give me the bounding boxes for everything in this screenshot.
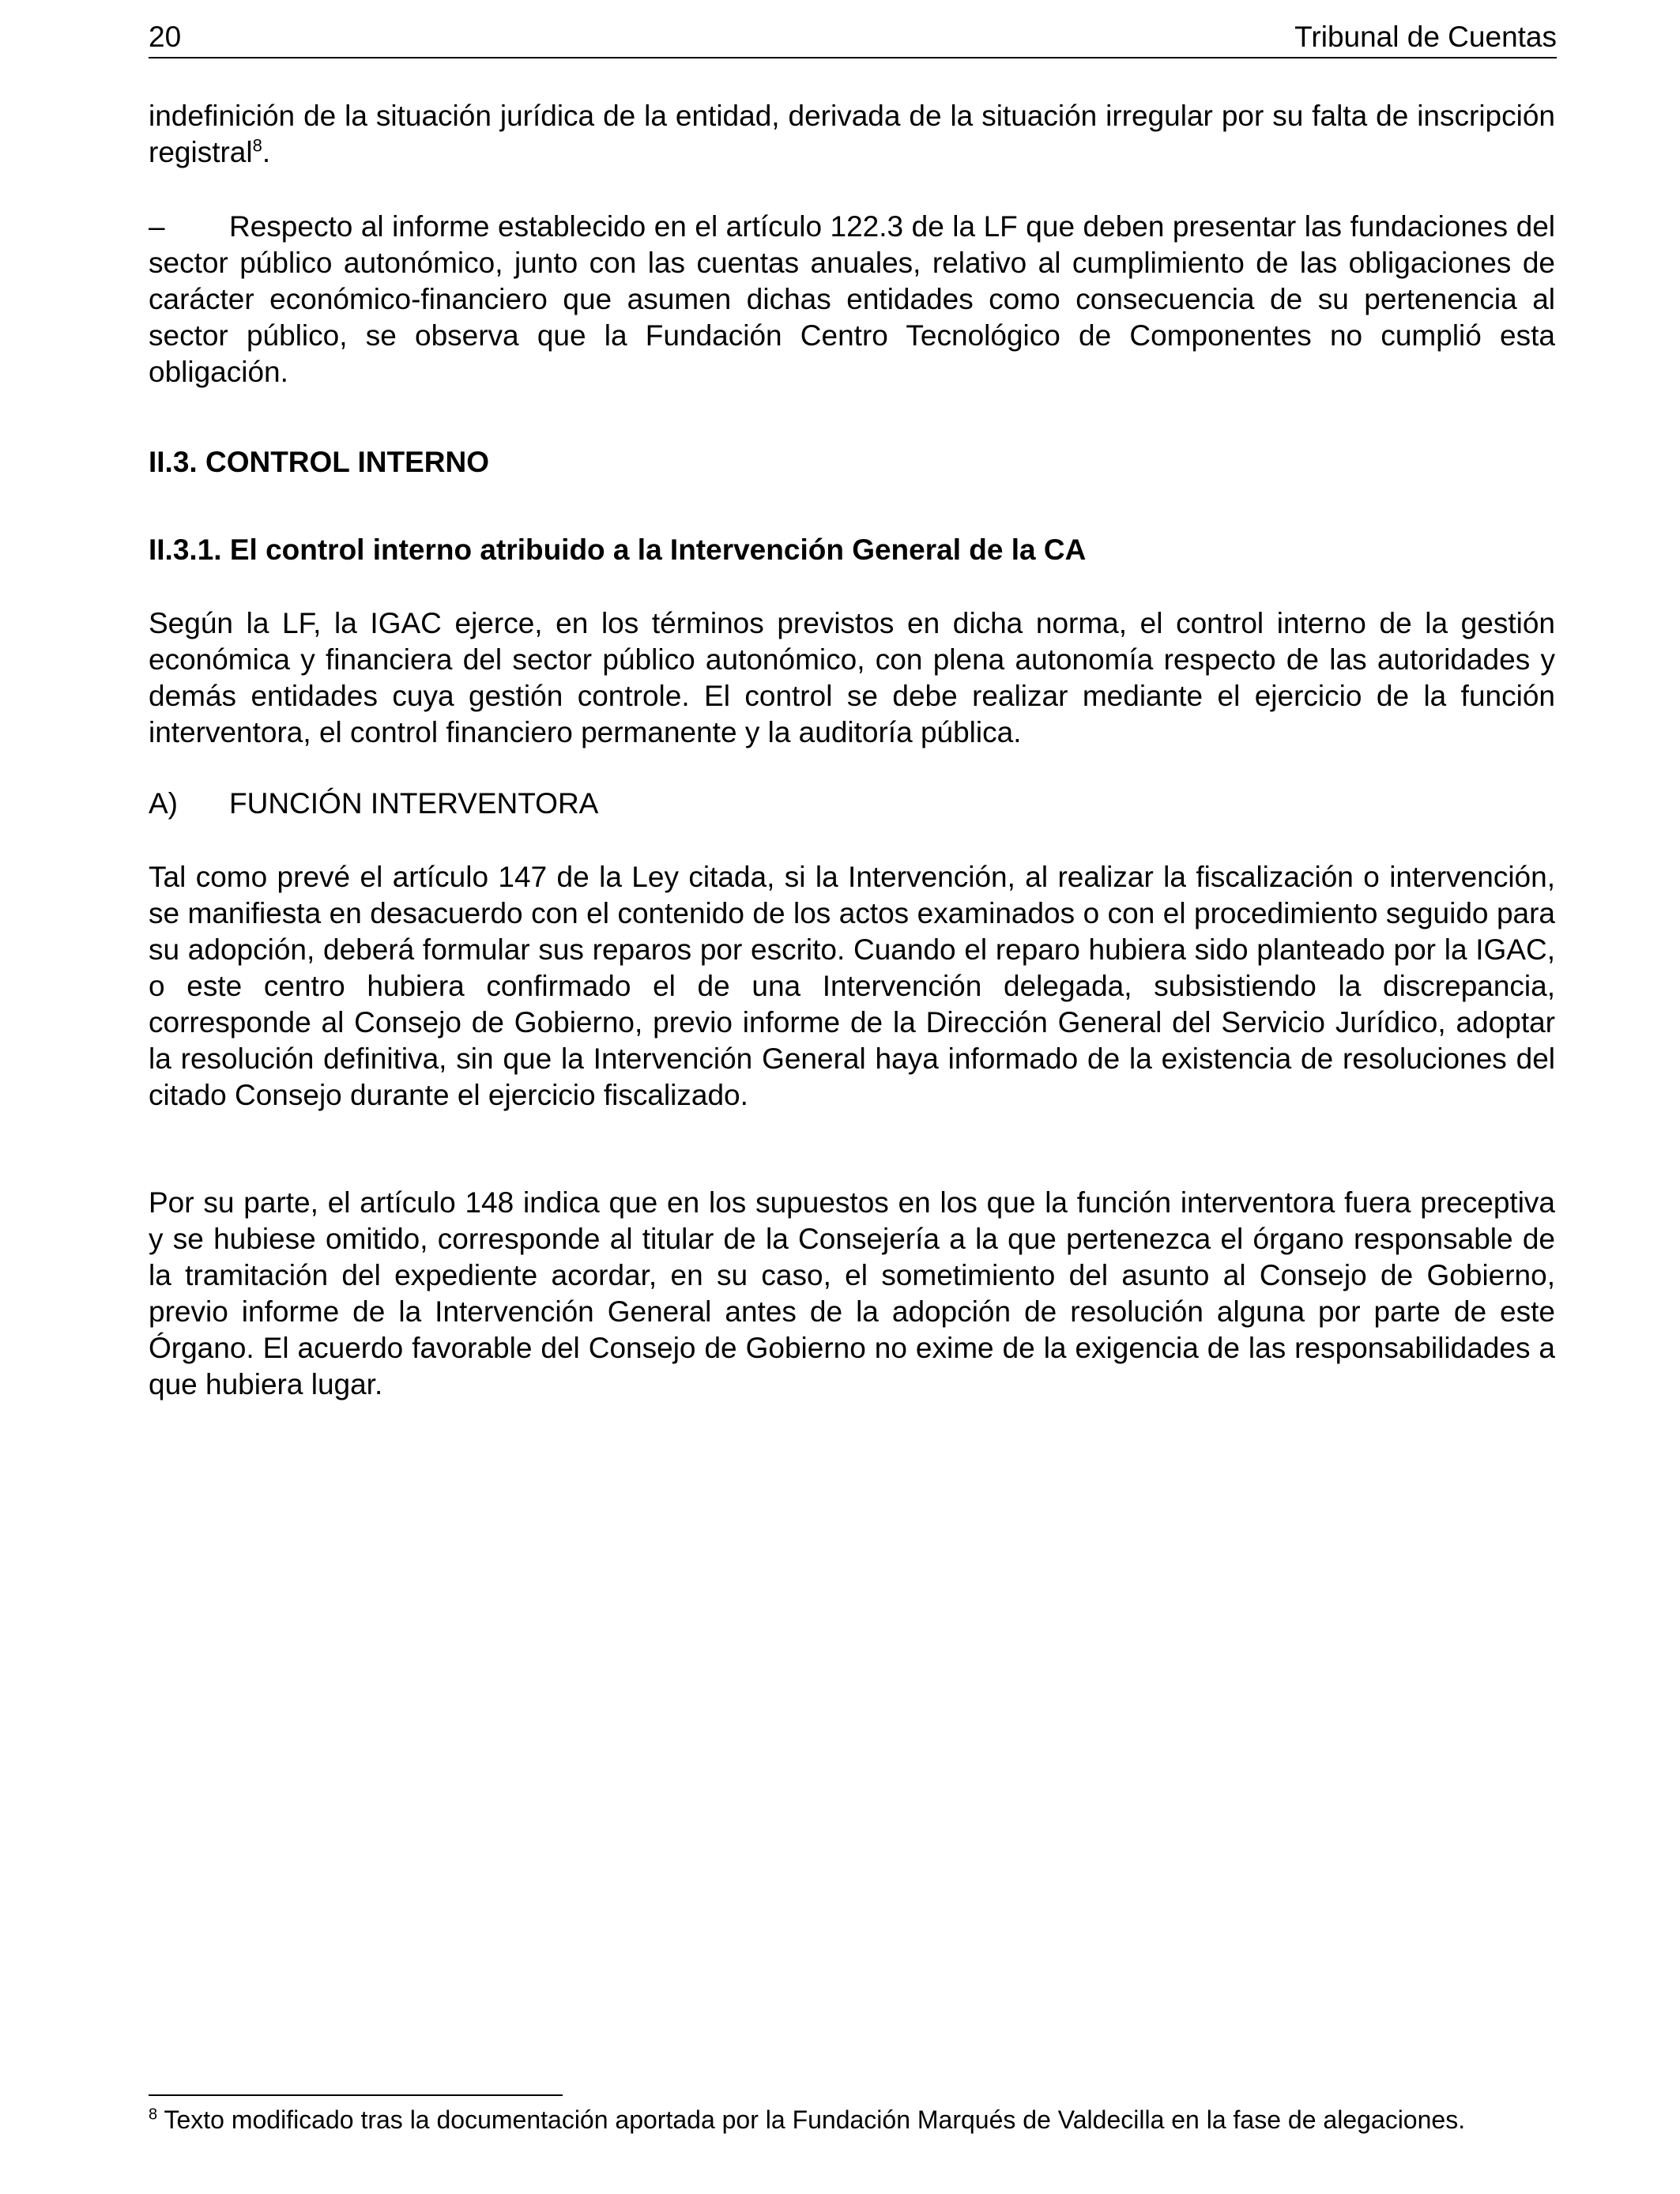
running-title: Tribunal de Cuentas [1294, 21, 1557, 53]
paragraph-lf-igac: Según la LF, la IGAC ejerce, en los términos previstos en dicha norma, el control interno de la gestión económica y financiera del sector público autonómico, con plena autonomía respecto de las autoridades y demás entidades cuya gestión controle. El control se debe realizar mediante el ejercicio de la función interventora, el control financiero permanente y la auditoría pública. [149, 607, 1555, 748]
dash-bullet: – [149, 210, 165, 243]
footnote-separator [149, 2094, 563, 2096]
section-heading-control-interno: II.3. CONTROL INTERNO [149, 446, 490, 478]
paragraph-bullet-report [149, 209, 1555, 390]
page-number: 20 [149, 21, 182, 53]
paragraph-bullet-text: Respecto al informe establecido en el artículo 122.3 de la LF que deben presentar las fundaciones del sector público autonómico, junto con las cuentas anuales, relativo al cumplimiento de las obligaciones de carácter económico-financiero que asumen dichas entidades como consecuencia de su pertenencia al sector público, se observa que la Fundación Centro Tecnológico de Componentes no cumplió esta obligación. [149, 210, 1555, 388]
paragraph-intro-text: indefinición de la situación jurídica de la entidad, derivada de la situación irregular por su falta de inscripción registral [149, 100, 1555, 168]
paragraph-articulo-148: Por su parte, el artículo 148 indica que en los supuestos en los que la función interventora fuera preceptiva y se hubiese omitido, corresponde al titular de la Consejería a la que pertenezca el órgano responsable de la tramitación del expediente acordar, en su caso, el sometimiento del asunto al Consejo de Gobierno, previo informe de la Intervención General antes de la adopción de resolución alguna por parte de este Órgano. El acuerdo favorable del Consejo de Gobierno no exime de la exigencia de las responsabilidades a que hubiera lugar. [149, 1186, 1555, 1400]
paragraph-articulo-147: Tal como prevé el artículo 147 de la Ley citada, si la Intervención, al realizar la fiscalización o intervención, se manifiesta en desacuerdo con el contenido de los actos examinados o con el procedimiento seguido para su adopción, deberá formular sus reparos por escrito. Cuando el reparo hubiera sido planteado por la IGAC, o este centro hubiera confirmado el de una Intervención delegada, subsistiendo la discrepancia, corresponde al Consejo de Gobierno, previo informe de la Dirección General del Servicio Jurídico, adoptar la resolución definitiva, sin que la Intervención General haya informado de la existencia de resoluciones del citado Consejo durante el ejercicio fiscalizado. [149, 861, 1555, 1111]
subsection-label-funcion-interventora [149, 786, 598, 822]
paragraph-intro-end: . [262, 136, 271, 168]
paragraph-intro [149, 98, 1555, 171]
subsection-letter: A) [149, 787, 178, 820]
subsection-title: FUNCIÓN INTERVENTORA [229, 787, 599, 820]
subsection-heading-control-igac: II.3.1. El control interno atribuido a la Intervención General de la CA [149, 533, 1087, 566]
page-header [149, 17, 1557, 58]
footnote-reference[interactable]: 8 [252, 135, 262, 156]
footnote [149, 2104, 1563, 2136]
footnote-marker: 8 [149, 2105, 158, 2124]
footnote-text: Texto modificado tras la documentación aportada por la Fundación Marqués de Valdecilla en la fase de alegaciones. [157, 2105, 1466, 2134]
